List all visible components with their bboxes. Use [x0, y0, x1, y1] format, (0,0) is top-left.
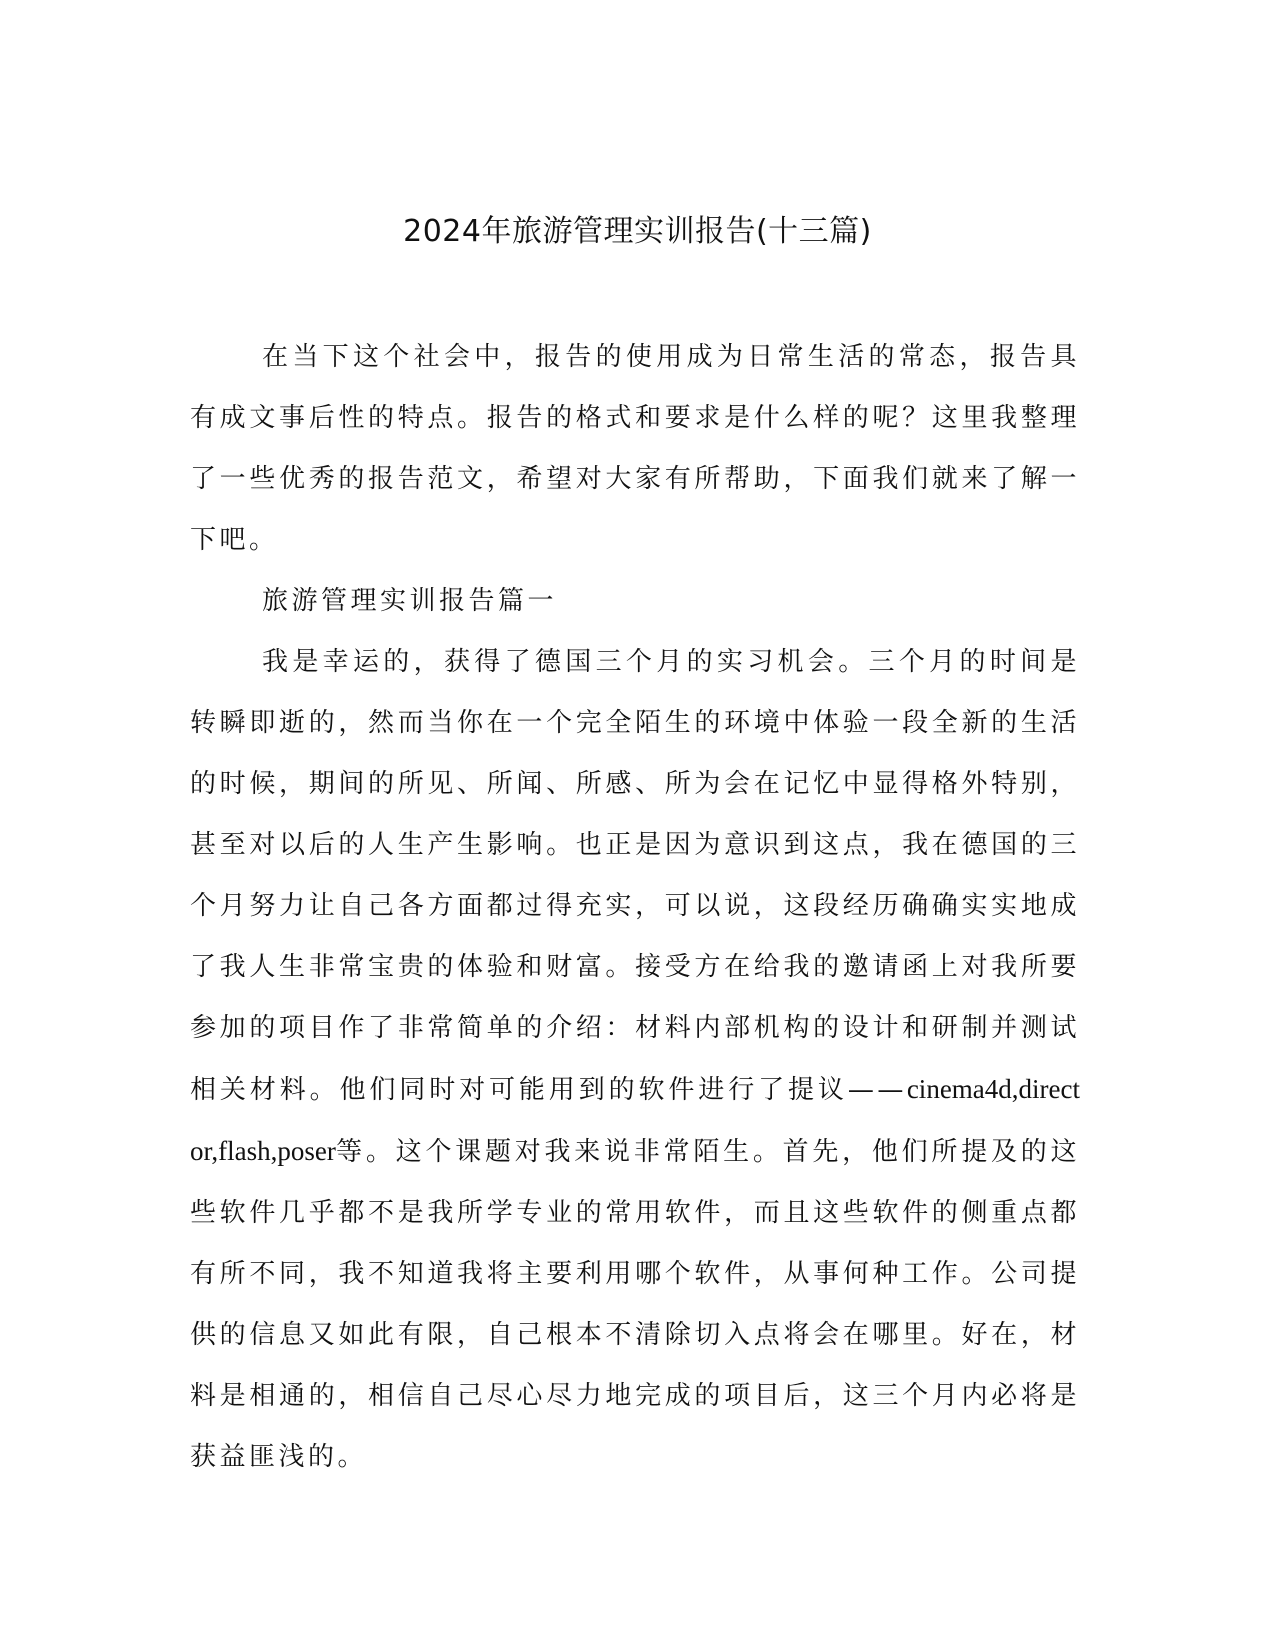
body-paragraph: [190, 632, 1080, 1488]
document-body: [190, 327, 1080, 1488]
section-heading: 旅游管理实训报告篇一: [262, 586, 558, 616]
body-text-part2: 等。这个课题对我来说非常陌生。首先，他们所提及的这些软件几乎都不是我所学专业的常用软件，而且这些软件的侧重点都有所不同，我不知道我将主要利用哪个软件，从事何种工作。公司提供的信息又如此有限，自己根本不清除切入点将会在哪里。好在，材料是相通的，相信自己尽心尽力地完成的项目后，这三个月内必将是获益匪浅的。: [190, 1137, 1080, 1472]
body-text-part1: 我是幸运的，获得了德国三个月的实习机会。三个月的时间是转瞬即逝的，然而当你在一个完全陌生的环境中体验一段全新的生活的时候，期间的所见、所闻、所感、所为会在记忆中显得格外特别，甚至对以后的人生产生影响。也正是因为意识到这点，我在德国的三个月努力让自己各方面都过得充实，可以说，这段经历确确实实地成了我人生非常宝贵的体验和财富。接受方在给我的邀请函上对我所要参加的项目作了非常简单的介绍：材料内部机构的设计和研制并测试相关材料。他们同时对可能用到的软件进行了提议——: [190, 647, 1080, 1105]
document-title: 2024年旅游管理实训报告(十三篇): [403, 214, 872, 249]
software-list: cinema4d,director,flash,poser: [190, 1074, 1080, 1166]
intro-paragraph: 在当下这个社会中，报告的使用成为日常生活的常态，报告具有成文事后性的特点。报告的格式和要求是什么样的呢？这里我整理了一些优秀的报告范文，希望对大家有所帮助，下面我们就来了解一下吧。: [190, 342, 1080, 555]
